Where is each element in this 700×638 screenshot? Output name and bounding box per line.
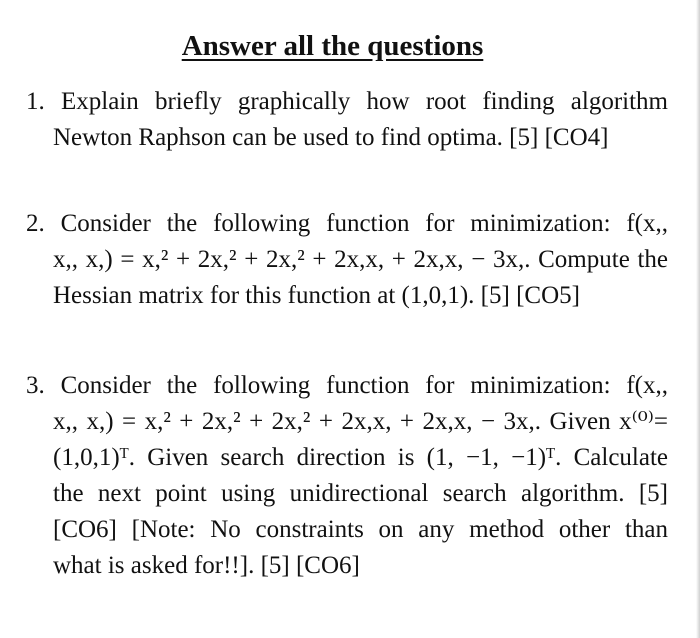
question-2 — [26, 206, 668, 314]
question-2-line-3: Hessian matrix for this function at (1,0,1). [5] [CO5] — [53, 282, 580, 309]
page-edge-shadow — [696, 0, 700, 638]
question-3-text-line-1: Consider the following function for minimization: f(x,, — [60, 372, 669, 399]
question-3-line-4: the next point using unidirectional search algorithm. [5] — [53, 480, 668, 507]
question-1 — [26, 84, 668, 156]
question-1-line-1 — [26, 84, 668, 120]
question-3 — [26, 368, 668, 584]
question-3-line-6: what is asked for!!]. [5] [CO6] — [53, 552, 360, 579]
question-3-number: 3. — [26, 372, 45, 399]
question-3-line-2: x,, x,) = x,² + 2x,² + 2x,² + 2x,x, + 2x,x, − 3x,. Given x⁽⁰⁾= — [53, 408, 668, 435]
page-title: Answer all the questions — [181, 30, 484, 62]
question-2-line-1 — [26, 206, 668, 242]
question-2-text-line-1: Consider the following function for minimization: f(x,, — [60, 210, 669, 237]
question-3-line-1 — [26, 368, 668, 404]
question-1-text-line-1: Explain briefly graphically how root finding algorithm — [60, 88, 668, 115]
question-2-line-2: x,, x,) = x,² + 2x,² + 2x,² + 2x,x, + 2x,x, − 3x,. Compute the — [53, 246, 668, 273]
question-3-line-3: (1,0,1)ᵀ. Given search direction is (1, −1, −1)ᵀ. Calculate — [53, 444, 668, 471]
question-2-number: 2. — [26, 210, 45, 237]
question-1-line-2: Newton Raphson can be used to find optima. [5] [CO4] — [53, 124, 609, 151]
question-1-number: 1. — [26, 88, 45, 115]
question-3-line-5: [CO6] [Note: No constraints on any method other than — [53, 516, 668, 543]
